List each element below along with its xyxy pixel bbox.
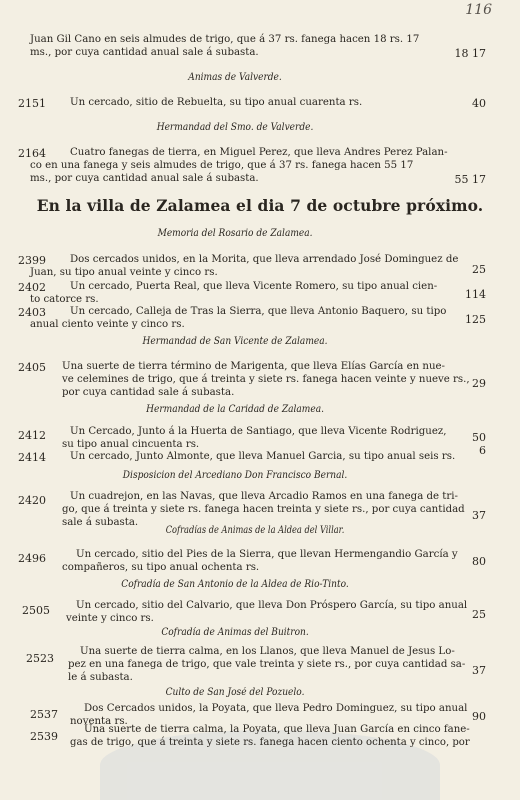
entry-amount: 25 bbox=[472, 263, 486, 276]
entry-line: gas de trigo, que á treinta y siete rs. fanega hacen ciento ochenta y cinco, por bbox=[70, 737, 470, 748]
entry-line: anual ciento veinte y cinco rs. bbox=[30, 319, 185, 330]
lot-number: 2405 bbox=[18, 361, 46, 374]
section-heading: Cofradía de Animas del Buitron. bbox=[161, 627, 309, 638]
entry-line: Cuatro fanegas de tierra, en Miguel Perez, que lleva Andres Perez Palan- bbox=[70, 147, 448, 158]
entry-amount: 37 bbox=[472, 664, 486, 677]
lot-number: 2402 bbox=[18, 281, 46, 294]
entry-line: Un cercado, Puerta Real, que lleva Vicente Romero, su tipo anual cien- bbox=[70, 281, 438, 292]
entry-amount: 18 17 bbox=[454, 47, 486, 60]
section-heading: Hermandad del Smo. de Valverde. bbox=[156, 122, 314, 133]
entry-line: Una suerte de tierra calma, la Poyata, que lleva Juan García en cinco fane- bbox=[84, 724, 470, 735]
entry-line: Un cercado, Calleja de Tras la Sierra, que lleva Antonio Baquero, su tipo bbox=[70, 306, 447, 317]
lot-number: 2420 bbox=[18, 494, 46, 507]
entry-line: Un cercado, sitio de Rebuelta, su tipo anual cuarenta rs. bbox=[70, 97, 363, 108]
lot-number: 2151 bbox=[18, 97, 46, 110]
entry-line: Un cuadrejon, en las Navas, que lleva Arcadio Ramos en una fanega de tri- bbox=[70, 491, 458, 502]
entry-amount: 25 bbox=[472, 608, 486, 621]
entry-line: le á subasta. bbox=[68, 672, 133, 683]
entry-amount: 6 bbox=[479, 444, 486, 457]
entry-line: ms., por cuya cantidad anual sale á subasta. bbox=[30, 47, 259, 58]
entry-line: co en una fanega y seis almudes de trigo, que á 37 rs. fanega hacen 55 17 bbox=[30, 160, 414, 171]
entry-amount: 29 bbox=[472, 377, 486, 390]
section-heading: Culto de San José del Pozuelo. bbox=[165, 687, 305, 698]
section-heading: Memoria del Rosario de Zalamea. bbox=[157, 228, 313, 239]
entry-amount: 50 bbox=[472, 431, 486, 444]
entry-amount: 125 bbox=[465, 313, 486, 326]
lot-number: 2414 bbox=[18, 451, 46, 464]
entry-amount: 40 bbox=[472, 97, 486, 110]
lot-number: 2537 bbox=[30, 708, 58, 721]
entry-amount: 37 bbox=[472, 509, 486, 522]
entry-line: compañeros, su tipo anual ochenta rs. bbox=[62, 562, 260, 573]
entry-amount: 114 bbox=[465, 288, 486, 301]
lot-number: 2412 bbox=[18, 429, 46, 442]
entry-line: Un cercado, sitio del Calvario, que lleva Don Próspero García, su tipo anual bbox=[76, 600, 468, 611]
entry-line: Una suerte de tierra calma, en los Llanos, que lleva Manuel de Jesus Lo- bbox=[80, 646, 455, 657]
section-heading: Animas de Valverde. bbox=[188, 72, 282, 83]
lot-number: 2164 bbox=[18, 147, 46, 160]
section-heading: Cofradía de San Antonio de la Aldea de Rio-Tinto. bbox=[121, 579, 349, 590]
entry-line: Un cercado, sitio del Pies de la Sierra, que llevan Hermengandio García y bbox=[76, 549, 458, 560]
lot-number: 2505 bbox=[22, 604, 50, 617]
entry-line: Dos Cercados unidos, la Poyata, que lleva Pedro Dominguez, su tipo anual bbox=[84, 703, 468, 714]
lot-number: 2523 bbox=[26, 652, 54, 665]
section-heading: Hermandad de la Caridad de Zalamea. bbox=[146, 404, 324, 415]
entry-line: pez en una fanega de trigo, que vale treinta y siete rs., por cuya cantidad sa- bbox=[68, 659, 466, 670]
entry-line: Una suerte de tierra término de Marigenta, que lleva Elías García en nue- bbox=[62, 361, 445, 372]
entry-amount: 80 bbox=[472, 555, 486, 568]
entry-line: ms., por cuya cantidad anual sale á subasta. bbox=[30, 173, 259, 184]
entry-line: ve celemines de trigo, que á treinta y siete rs. fanega hacen veinte y nueve rs., bbox=[62, 374, 470, 385]
entry-line: veinte y cinco rs. bbox=[66, 613, 154, 624]
entry-line: Un Cercado, Junto á la Huerta de Santiago, que lleva Vicente Rodriguez, bbox=[70, 426, 447, 437]
lot-number: 2539 bbox=[30, 730, 58, 743]
section-heading: Disposicion del Arcediano Don Francisco Bernal. bbox=[122, 470, 348, 481]
entry-amount: 90 bbox=[472, 710, 486, 723]
lot-number: 2399 bbox=[18, 254, 46, 267]
lot-number: 2496 bbox=[18, 552, 46, 565]
lot-number: 2403 bbox=[18, 306, 46, 319]
entry-line: Juan Gil Cano en seis almudes de trigo, que á 37 rs. fanega hacen 18 rs. 17 bbox=[30, 34, 420, 45]
entry-line: noventa rs. bbox=[70, 716, 128, 727]
entry-line: por cuya cantidad sale á subasta. bbox=[62, 387, 235, 398]
entry-line: sale á subasta. bbox=[62, 517, 139, 528]
entry-line: su tipo anual cincuenta rs. bbox=[62, 439, 200, 450]
section-heading: Hermandad de San Vicente de Zalamea. bbox=[142, 336, 328, 347]
entry-line: go, que á treinta y siete rs. fanega hacen treinta y siete rs., por cuya cantidad bbox=[62, 504, 465, 515]
entry-line: to catorce rs. bbox=[30, 294, 99, 305]
entry-line: Un cercado, Junto Almonte, que lleva Manuel Garcia, su tipo anual seis rs. bbox=[70, 451, 456, 462]
entry-line: Dos cercados unidos, en la Morita, que lleva arrendado José Dominguez de bbox=[70, 254, 459, 265]
folio-number: 116 bbox=[465, 2, 492, 18]
entry-line: Juan, su tipo anual veinte y cinco rs. bbox=[30, 267, 218, 278]
section-title: En la villa de Zalamea el dia 7 de octubre próximo. bbox=[36, 196, 484, 215]
entry-amount: 55 17 bbox=[454, 173, 486, 186]
section-heading: Cofradías de Animas de la Aldea del Villar. bbox=[165, 525, 345, 536]
